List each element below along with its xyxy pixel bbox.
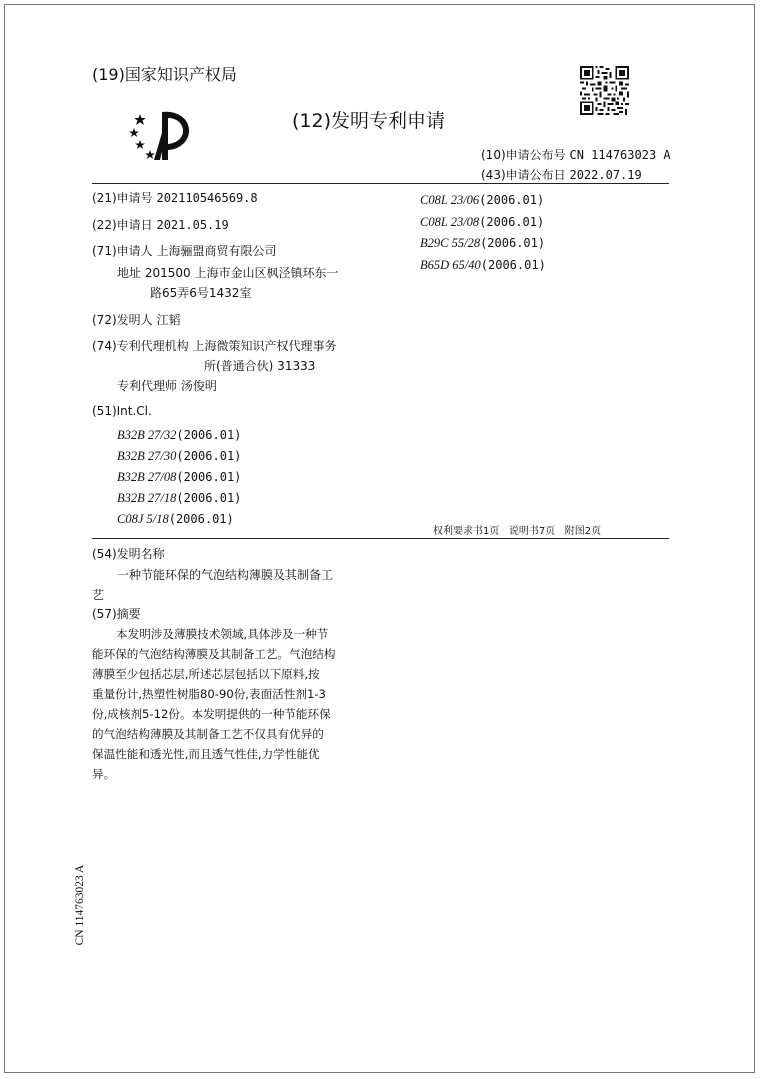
applicant-name: 上海骊盟商贸有限公司 [156,244,277,258]
pub-date: 2022.07.19 [569,168,642,182]
ipc-entry: B32B 27/32(2006.01) [117,428,242,442]
app-date: 2021.05.19 [156,218,229,232]
pub-no: CN 114763023 A [569,148,671,162]
side-pub-number: CN 114763023 A [74,864,86,946]
app-no-line: (21)申请号 202110546569.8 [92,191,258,205]
ipc-entry: B32B 27/08(2006.01) [117,470,242,484]
doc-kind-code: (12) [292,110,332,132]
app-no: 202110546569.8 [156,191,258,205]
address-line-2: 路65弄6号1432室 [150,286,252,300]
authority-code: (19) [92,65,125,84]
ipc-entry: B32B 27/30(2006.01) [117,449,242,463]
title-heading: (54)发明名称 [92,547,165,561]
invention-title: 一种节能环保的气泡结构薄膜及其制备工 [117,568,334,582]
qr-code-icon [580,66,629,115]
ipc-list-right [420,189,546,275]
ipc-entry: C08L 23/06(2006.01) [420,193,545,207]
inventor-name: 江韬 [156,313,181,327]
agent-line: 专利代理师 汤俊明 [117,379,217,393]
doc-kind: 发明专利申请 [331,110,446,132]
abstract-body: 本发明涉及薄膜技术领域,具体涉及一种节 能环保的气泡结构薄膜及其制备工艺。气泡结构 薄膜至少包括芯层,所述芯层包括以下原料,按 重量份计,热塑性树脂80-90份,表面活性剂1-3 份,成核剂5-12份。本发明提供的一种节能环保 的气泡结构薄膜及其制备工艺不仅具有优异的 保温性能和透光性,而且透气性佳,力学性能优 异。 [92,627,336,781]
agency-name: 上海微策知识产权代理事务 [192,339,337,353]
intcl-line: (51)Int.Cl. [92,404,152,418]
ipc-list-left [117,424,241,529]
applicant-line: (71)申请人 上海骊盟商贸有限公司 [92,244,277,258]
ipc-entry: B29C 55/28(2006.01) [420,236,546,250]
page-counts: 权利要求书1页 说明书7页 附图2页 [433,526,602,537]
abstract-heading: (57)摘要 [92,607,141,621]
ipc-entry: C08L 23/08(2006.01) [420,214,545,229]
authority-name: 国家知识产权局 [124,65,237,84]
address-line-1: 地址 201500 上海市金山区枫泾镇环东一 [117,266,339,280]
agent-name: 汤俊明 [180,379,217,393]
ipc-entry: B65D 65/40(2006.01) [420,257,546,272]
invention-title-cont: 艺 [92,588,105,602]
app-date-line: (22)申请日 2021.05.19 [92,218,229,232]
cnipa-logo-icon [124,106,196,164]
ipc-entry: B32B 27/18(2006.01) [117,491,242,505]
pub-date-line: (43)申请公布日 2022.07.19 [481,168,642,182]
inventor-line: (72)发明人 江韬 [92,313,181,327]
agency-line-2: 所(普通合伙) 31333 [204,359,316,373]
doc-kind-line [292,106,445,133]
ipc-entry: C08J 5/18(2006.01) [117,512,234,526]
authority-line [92,62,237,85]
agency-line: (74)专利代理机构 上海微策知识产权代理事务 [92,339,337,353]
pub-no-line: (10)申请公布号 CN 114763023 A [481,148,671,162]
header-divider [92,183,669,184]
section-divider [92,538,669,539]
